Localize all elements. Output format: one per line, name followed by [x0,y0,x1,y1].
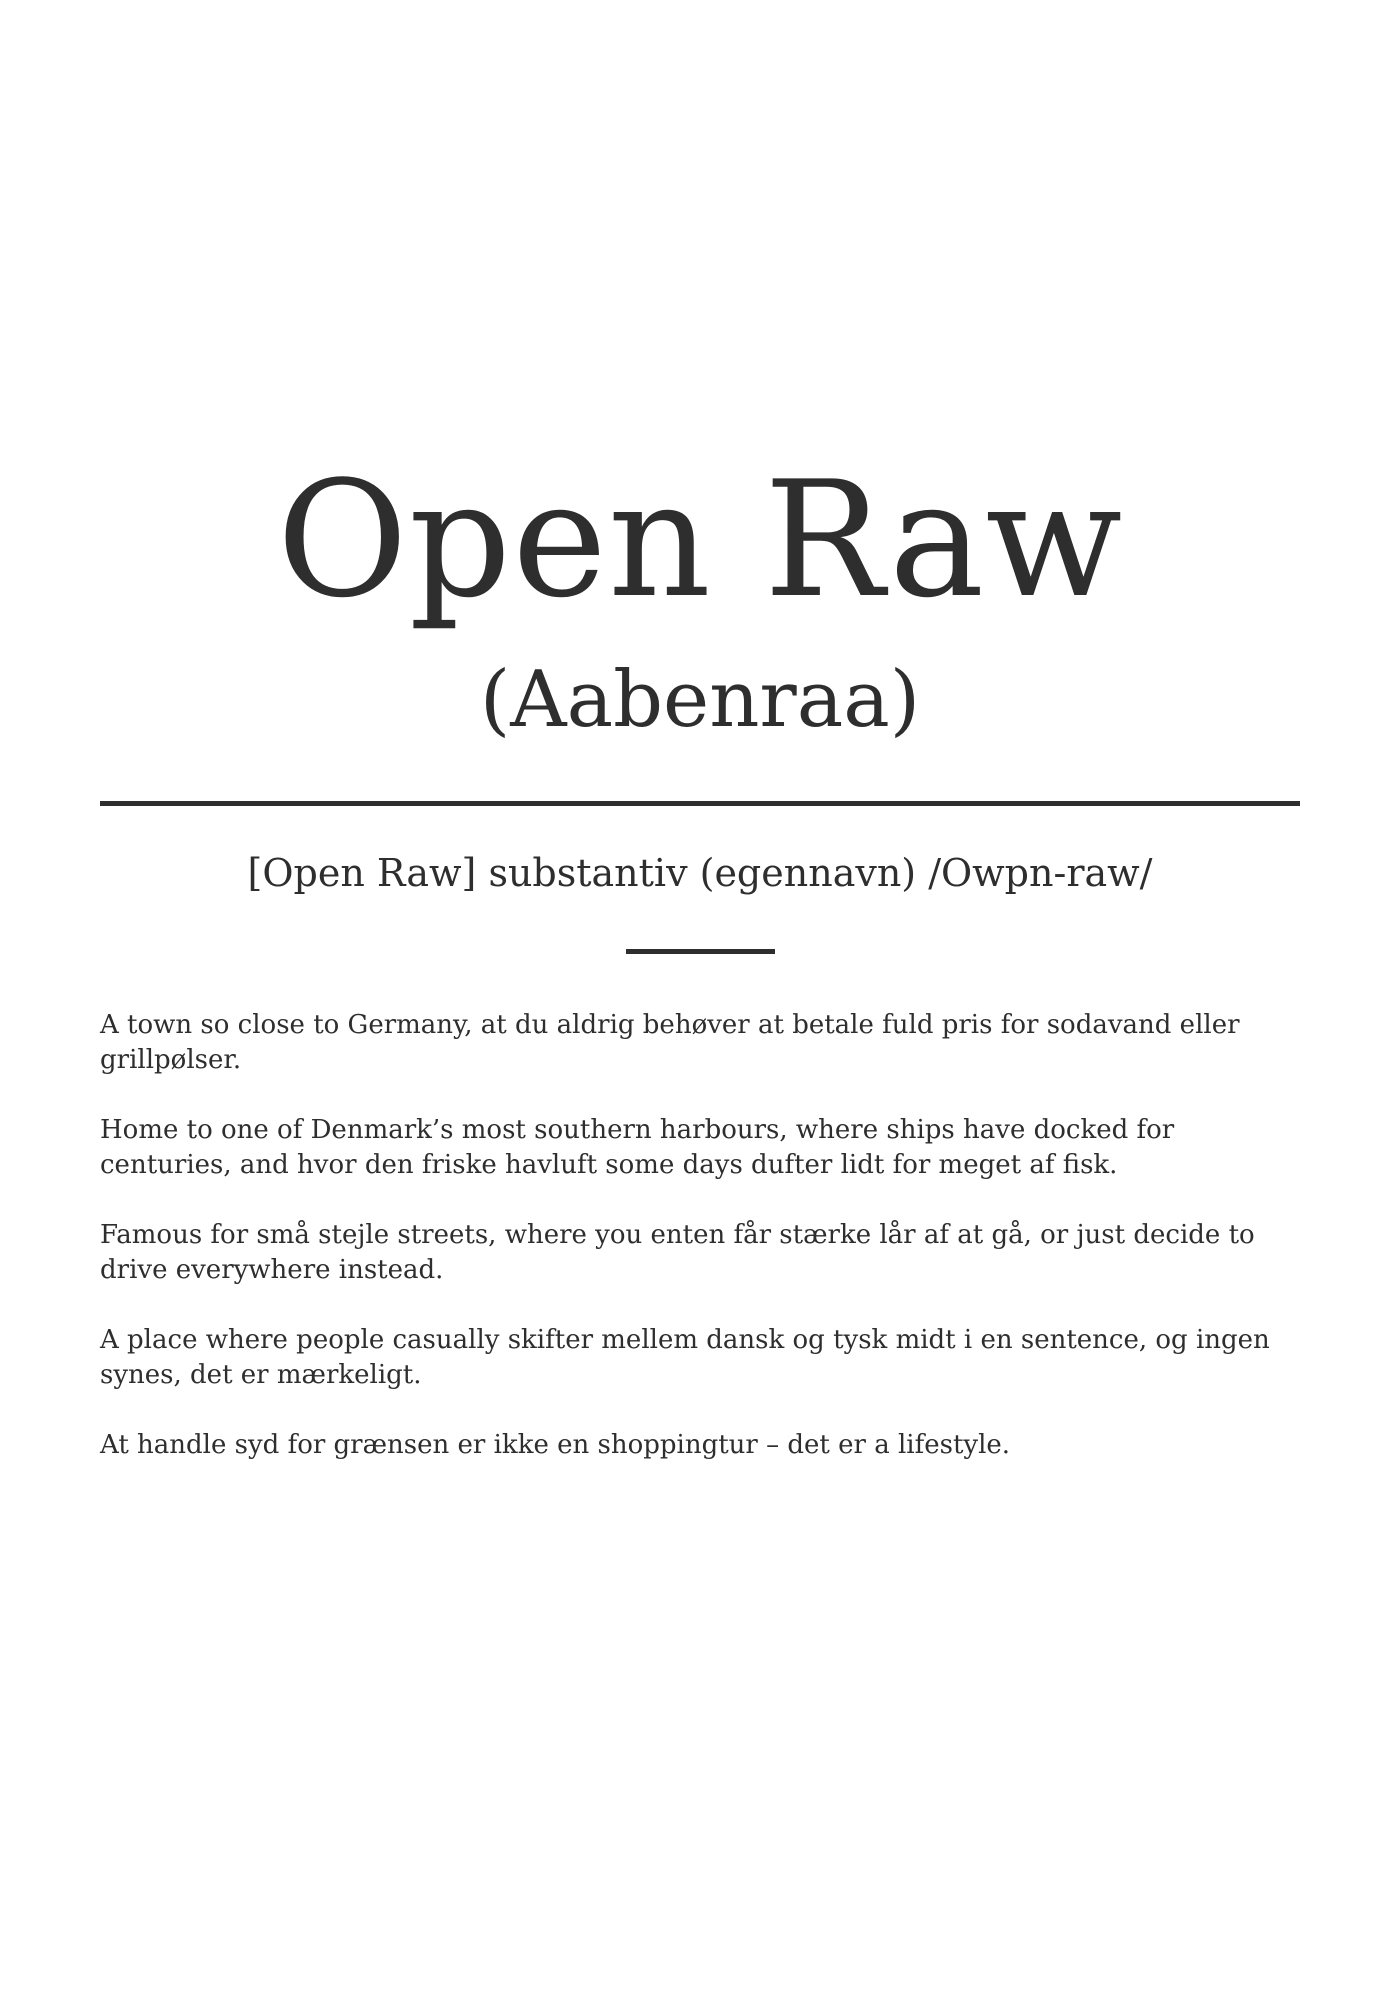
definition-item: A town so close to Germany, at du aldrig behøver at betale fuld pris for sodavand eller grillpølser. [100,1010,1240,1075]
headword-title: Open Raw [276,446,1124,633]
original-name-subtitle: (Aabenraa) [479,655,921,745]
divider-short [626,949,775,954]
definition-item: At handle syd for grænsen er ikke en shoppingtur – det er a lifestyle. [100,1430,1011,1460]
entry-line: [Open Raw] substantiv (egennavn) /Owpn-raw/ [247,851,1153,895]
definition-item: Home to one of Denmark’s most southern harbours, where ships have docked for centuries, and hvor den friske havluft some days dufter lidt for meget af fisk. [100,1115,1175,1180]
definition-item: A place where people casually skifter mellem dansk og tysk midt i en sentence, og ingen synes, det er mærkeligt. [100,1325,1270,1390]
definition-list [100,1008,1305,1498]
divider-long [100,801,1300,806]
definition-item: Famous for små stejle streets, where you enten får stærke lår af at gå, or just decide to drive everywhere instead. [100,1220,1255,1285]
